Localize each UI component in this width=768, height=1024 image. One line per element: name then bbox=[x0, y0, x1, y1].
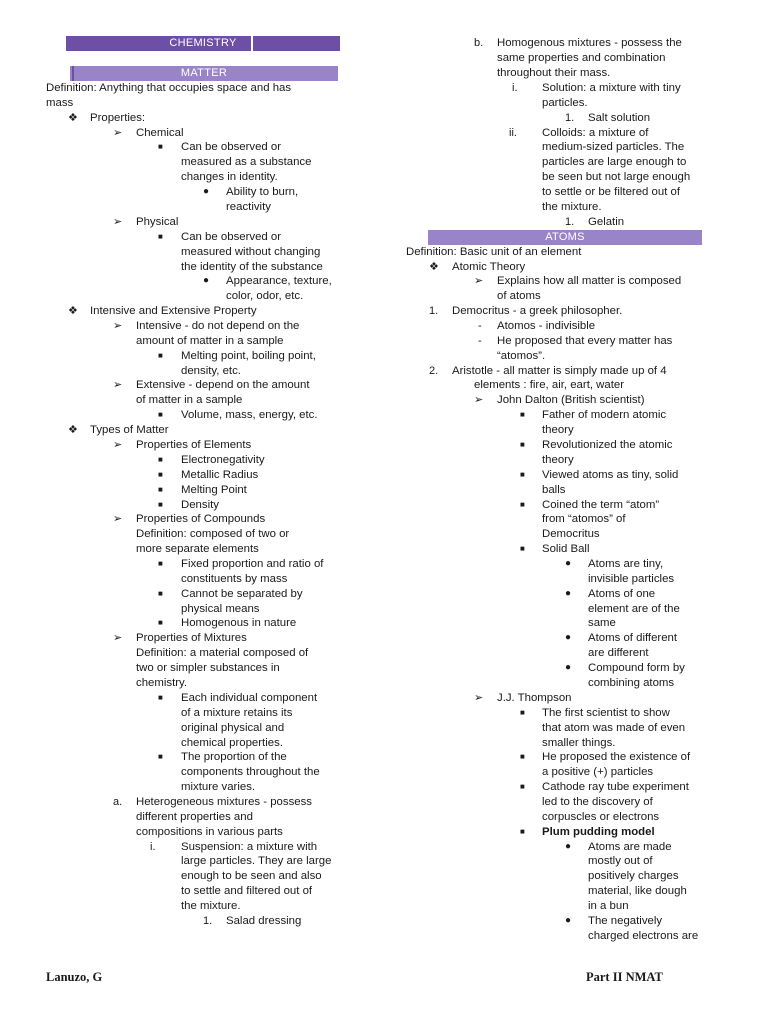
arrow-bullet-icon: ➢ bbox=[113, 320, 123, 332]
text-line: of matter in a sample bbox=[136, 394, 243, 406]
text-line: original physical and bbox=[181, 722, 285, 734]
text-line: Aristotle - all matter is simply made up of 4 bbox=[452, 365, 667, 377]
text-line: theory bbox=[542, 454, 574, 466]
text-line: density, etc. bbox=[181, 365, 241, 377]
text-line: Physical bbox=[136, 216, 179, 228]
text-line: Coined the term “atom” bbox=[542, 499, 660, 511]
text-line: Properties: bbox=[90, 112, 146, 124]
dot-bullet-icon: ● bbox=[203, 186, 210, 197]
text-line: mass bbox=[46, 97, 74, 109]
chemistry-header bbox=[66, 36, 340, 51]
text-line: He proposed the existence of bbox=[542, 751, 691, 763]
text-line: The proportion of the bbox=[181, 751, 287, 763]
square-bullet-icon: ■ bbox=[158, 693, 163, 702]
text-line: Atoms are made bbox=[588, 841, 672, 853]
text-line: in a bun bbox=[588, 900, 629, 912]
text-line: a positive (+) particles bbox=[542, 766, 654, 778]
text-line: Explains how all matter is composed bbox=[497, 275, 682, 287]
text-line: The negatively bbox=[588, 915, 663, 927]
text-line: enough to be seen and also bbox=[181, 870, 322, 882]
text-line: from “atomos” of bbox=[542, 513, 626, 525]
text-line: Intensive and Extensive Property bbox=[90, 305, 257, 317]
square-bullet-icon: ■ bbox=[520, 708, 525, 717]
text-line: particles are large enough to bbox=[542, 156, 687, 168]
text-line: measured without changing bbox=[181, 246, 321, 258]
text-line: Cathode ray tube experiment bbox=[542, 781, 689, 793]
dot-bullet-icon: ● bbox=[565, 662, 572, 673]
text-line: Plum pudding model bbox=[542, 826, 655, 838]
text-line: Solid Ball bbox=[542, 543, 590, 555]
list-number: 1. bbox=[565, 216, 575, 228]
text-line: Properties of Compounds bbox=[136, 513, 266, 525]
dot-bullet-icon: ● bbox=[565, 841, 572, 852]
text-line: color, odor, etc. bbox=[226, 290, 304, 302]
list-number: 2. bbox=[429, 365, 439, 377]
list-number: ii. bbox=[509, 127, 517, 139]
text-line: Can be observed or bbox=[181, 231, 282, 243]
text-line: Melting Point bbox=[181, 484, 247, 496]
list-number: i. bbox=[150, 841, 156, 853]
text-line: theory bbox=[542, 424, 574, 436]
text-line: two or simpler substances in bbox=[136, 662, 280, 674]
text-line: Volume, mass, energy, etc. bbox=[181, 409, 318, 421]
text-line: Melting point, boiling point, bbox=[181, 350, 316, 362]
text-line: particles. bbox=[542, 97, 588, 109]
text-line: Properties of Mixtures bbox=[136, 632, 247, 644]
text-line: Salt solution bbox=[588, 112, 651, 124]
text-line: invisible particles bbox=[588, 573, 675, 585]
dot-bullet-icon: ● bbox=[565, 588, 572, 599]
square-bullet-icon: ■ bbox=[158, 485, 163, 494]
text-line: components throughout the bbox=[181, 766, 320, 778]
arrow-bullet-icon: ➢ bbox=[113, 216, 123, 228]
arrow-bullet-icon: ➢ bbox=[474, 275, 484, 287]
square-bullet-icon: ■ bbox=[520, 827, 525, 836]
dot-bullet-icon: ● bbox=[565, 915, 572, 926]
dot-bullet-icon: ● bbox=[203, 275, 210, 286]
text-line: same properties and combination bbox=[497, 52, 666, 64]
text-line: Fixed proportion and ratio of bbox=[181, 558, 324, 570]
text-line: Atoms are tiny, bbox=[588, 558, 664, 570]
square-bullet-icon: ■ bbox=[158, 589, 163, 598]
text-line: Chemical bbox=[136, 127, 184, 139]
square-bullet-icon: ■ bbox=[520, 544, 525, 553]
square-bullet-icon: ■ bbox=[520, 752, 525, 761]
text-line: Definition: Anything that occupies space and has bbox=[46, 82, 292, 94]
text-line: Types of Matter bbox=[90, 424, 169, 436]
square-bullet-icon: ■ bbox=[158, 500, 163, 509]
footer-part: Part II NMAT bbox=[586, 970, 663, 984]
text-line: Gelatin bbox=[588, 216, 625, 228]
text-line: Electronegativity bbox=[181, 454, 265, 466]
text-line: chemical properties. bbox=[181, 737, 283, 749]
text-line: Atoms of one bbox=[588, 588, 656, 600]
text-line: to settle or be filtered out of bbox=[542, 186, 681, 198]
text-line: Democritus bbox=[542, 528, 600, 540]
header-divider bbox=[72, 66, 74, 81]
chemistry-header-label: CHEMISTRY bbox=[169, 37, 237, 49]
text-line: He proposed that every matter has bbox=[497, 335, 673, 347]
text-line: smaller things. bbox=[542, 737, 616, 749]
text-line: different properties and bbox=[136, 811, 253, 823]
text-line: Can be observed or bbox=[181, 141, 282, 153]
text-line: Definition: Basic unit of an element bbox=[406, 246, 582, 258]
list-number: b. bbox=[474, 37, 484, 49]
text-line: Colloids: a mixture of bbox=[542, 127, 649, 139]
text-line: Each individual component bbox=[181, 692, 318, 704]
text-line: Intensive - do not depend on the bbox=[136, 320, 300, 332]
text-line: constituents by mass bbox=[181, 573, 288, 585]
text-line: Father of modern atomic bbox=[542, 409, 667, 421]
atoms-header-label: ATOMS bbox=[545, 231, 585, 243]
dash-bullet: - bbox=[478, 335, 482, 347]
text-line: material, like dough bbox=[588, 885, 687, 897]
matter-header-label: MATTER bbox=[180, 67, 228, 79]
text-line: positively charges bbox=[588, 870, 679, 882]
square-bullet-icon: ■ bbox=[158, 559, 163, 568]
text-line: Definition: composed of two or bbox=[136, 528, 290, 540]
text-line: led to the discovery of bbox=[542, 796, 653, 808]
square-bullet-icon: ■ bbox=[520, 410, 525, 419]
text-line: Atoms of different bbox=[588, 632, 678, 644]
text-line: chemistry. bbox=[136, 677, 188, 689]
text-line: Suspension: a mixture with bbox=[181, 841, 318, 853]
arrow-bullet-icon: ➢ bbox=[113, 127, 123, 139]
footer-author: Lanuzo, G bbox=[46, 970, 103, 984]
square-bullet-icon: ■ bbox=[520, 500, 525, 509]
diamond-bullet-icon: ❖ bbox=[68, 424, 78, 436]
text-line: to settle and filtered out of bbox=[181, 885, 313, 897]
text-line: be seen but not large enough bbox=[542, 171, 691, 183]
arrow-bullet-icon: ➢ bbox=[113, 632, 123, 644]
text-line: “atomos”. bbox=[497, 350, 546, 362]
text-line: mostly out of bbox=[588, 855, 653, 867]
text-line: elements : fire, air, eart, water bbox=[474, 379, 625, 391]
list-number: i. bbox=[512, 82, 518, 94]
square-bullet-icon: ■ bbox=[520, 440, 525, 449]
text-line: Heterogeneous mixtures - possess bbox=[136, 796, 313, 808]
square-bullet-icon: ■ bbox=[158, 455, 163, 464]
text-line: are different bbox=[588, 647, 649, 659]
text-line: Density bbox=[181, 499, 219, 511]
list-number: 1. bbox=[429, 305, 439, 317]
text-line: J.J. Thompson bbox=[497, 692, 572, 704]
text-line: Revolutionized the atomic bbox=[542, 439, 673, 451]
text-line: Extensive - depend on the amount bbox=[136, 379, 310, 391]
square-bullet-icon: ■ bbox=[520, 782, 525, 791]
list-number: 1. bbox=[203, 915, 213, 927]
text-line: the identity of the substance bbox=[181, 261, 323, 273]
text-line: charged electrons are bbox=[588, 930, 699, 942]
text-line: Metallic Radius bbox=[181, 469, 259, 481]
arrow-bullet-icon: ➢ bbox=[113, 439, 123, 451]
text-line: Appearance, texture, bbox=[226, 275, 332, 287]
square-bullet-icon: ■ bbox=[158, 410, 163, 419]
text-line: of atoms bbox=[497, 290, 541, 302]
square-bullet-icon: ■ bbox=[158, 351, 163, 360]
text-line: reactivity bbox=[226, 201, 271, 213]
text-line: corpuscles or electrons bbox=[542, 811, 660, 823]
text-line: measured as a substance bbox=[181, 156, 312, 168]
diamond-bullet-icon: ❖ bbox=[429, 261, 439, 273]
arrow-bullet-icon: ➢ bbox=[113, 513, 123, 525]
arrow-bullet-icon: ➢ bbox=[474, 692, 484, 704]
text-line: medium-sized particles. The bbox=[542, 141, 685, 153]
text-line: Ability to burn, bbox=[226, 186, 299, 198]
text-line: element are of the bbox=[588, 603, 680, 615]
text-line: Viewed atoms as tiny, solid bbox=[542, 469, 679, 481]
text-line: mixture varies. bbox=[181, 781, 256, 793]
text-line: combining atoms bbox=[588, 677, 675, 689]
matter-header bbox=[70, 66, 338, 81]
square-bullet-icon: ■ bbox=[158, 142, 163, 151]
square-bullet-icon: ■ bbox=[158, 470, 163, 479]
text-line: of a mixture retains its bbox=[181, 707, 293, 719]
text-line: balls bbox=[542, 484, 566, 496]
square-bullet-icon: ■ bbox=[520, 470, 525, 479]
text-line: Atomic Theory bbox=[452, 261, 526, 273]
dash-bullet: - bbox=[478, 320, 482, 332]
text-line: Salad dressing bbox=[226, 915, 302, 927]
square-bullet-icon: ■ bbox=[158, 232, 163, 241]
text-line: the mixture. bbox=[542, 201, 602, 213]
text-line: Definition: a material composed of bbox=[136, 647, 309, 659]
text-line: John Dalton (British scientist) bbox=[497, 394, 645, 406]
diamond-bullet-icon: ❖ bbox=[68, 112, 78, 124]
text-line: Homogenous in nature bbox=[181, 617, 297, 629]
list-number: 1. bbox=[565, 112, 575, 124]
text-line: Compound form by bbox=[588, 662, 685, 674]
square-bullet-icon: ■ bbox=[158, 618, 163, 627]
list-number: a. bbox=[113, 796, 123, 808]
text-line: The first scientist to show bbox=[542, 707, 670, 719]
text-line: Solution: a mixture with tiny bbox=[542, 82, 681, 94]
text-line: same bbox=[588, 617, 616, 629]
text-line: large particles. They are large bbox=[181, 855, 332, 867]
header-divider bbox=[251, 36, 253, 51]
diamond-bullet-icon: ❖ bbox=[68, 305, 78, 317]
text-line: amount of matter in a sample bbox=[136, 335, 284, 347]
text-line: Atomos - indivisible bbox=[497, 320, 596, 332]
text-line: the mixture. bbox=[181, 900, 241, 912]
dot-bullet-icon: ● bbox=[565, 558, 572, 569]
text-line: throughout their mass. bbox=[497, 67, 611, 79]
text-line: more separate elements bbox=[136, 543, 259, 555]
text-line: Homogenous mixtures - possess the bbox=[497, 37, 682, 49]
dot-bullet-icon: ● bbox=[565, 632, 572, 643]
text-line: physical means bbox=[181, 603, 260, 615]
text-line: compositions in various parts bbox=[136, 826, 283, 838]
text-line: Properties of Elements bbox=[136, 439, 252, 451]
arrow-bullet-icon: ➢ bbox=[474, 394, 484, 406]
arrow-bullet-icon: ➢ bbox=[113, 379, 123, 391]
text-line: that atom was made of even bbox=[542, 722, 686, 734]
square-bullet-icon: ■ bbox=[158, 752, 163, 761]
atoms-header bbox=[428, 230, 702, 245]
text-line: changes in identity. bbox=[181, 171, 278, 183]
text-line: Democritus - a greek philosopher. bbox=[452, 305, 623, 317]
text-line: Cannot be separated by bbox=[181, 588, 303, 600]
